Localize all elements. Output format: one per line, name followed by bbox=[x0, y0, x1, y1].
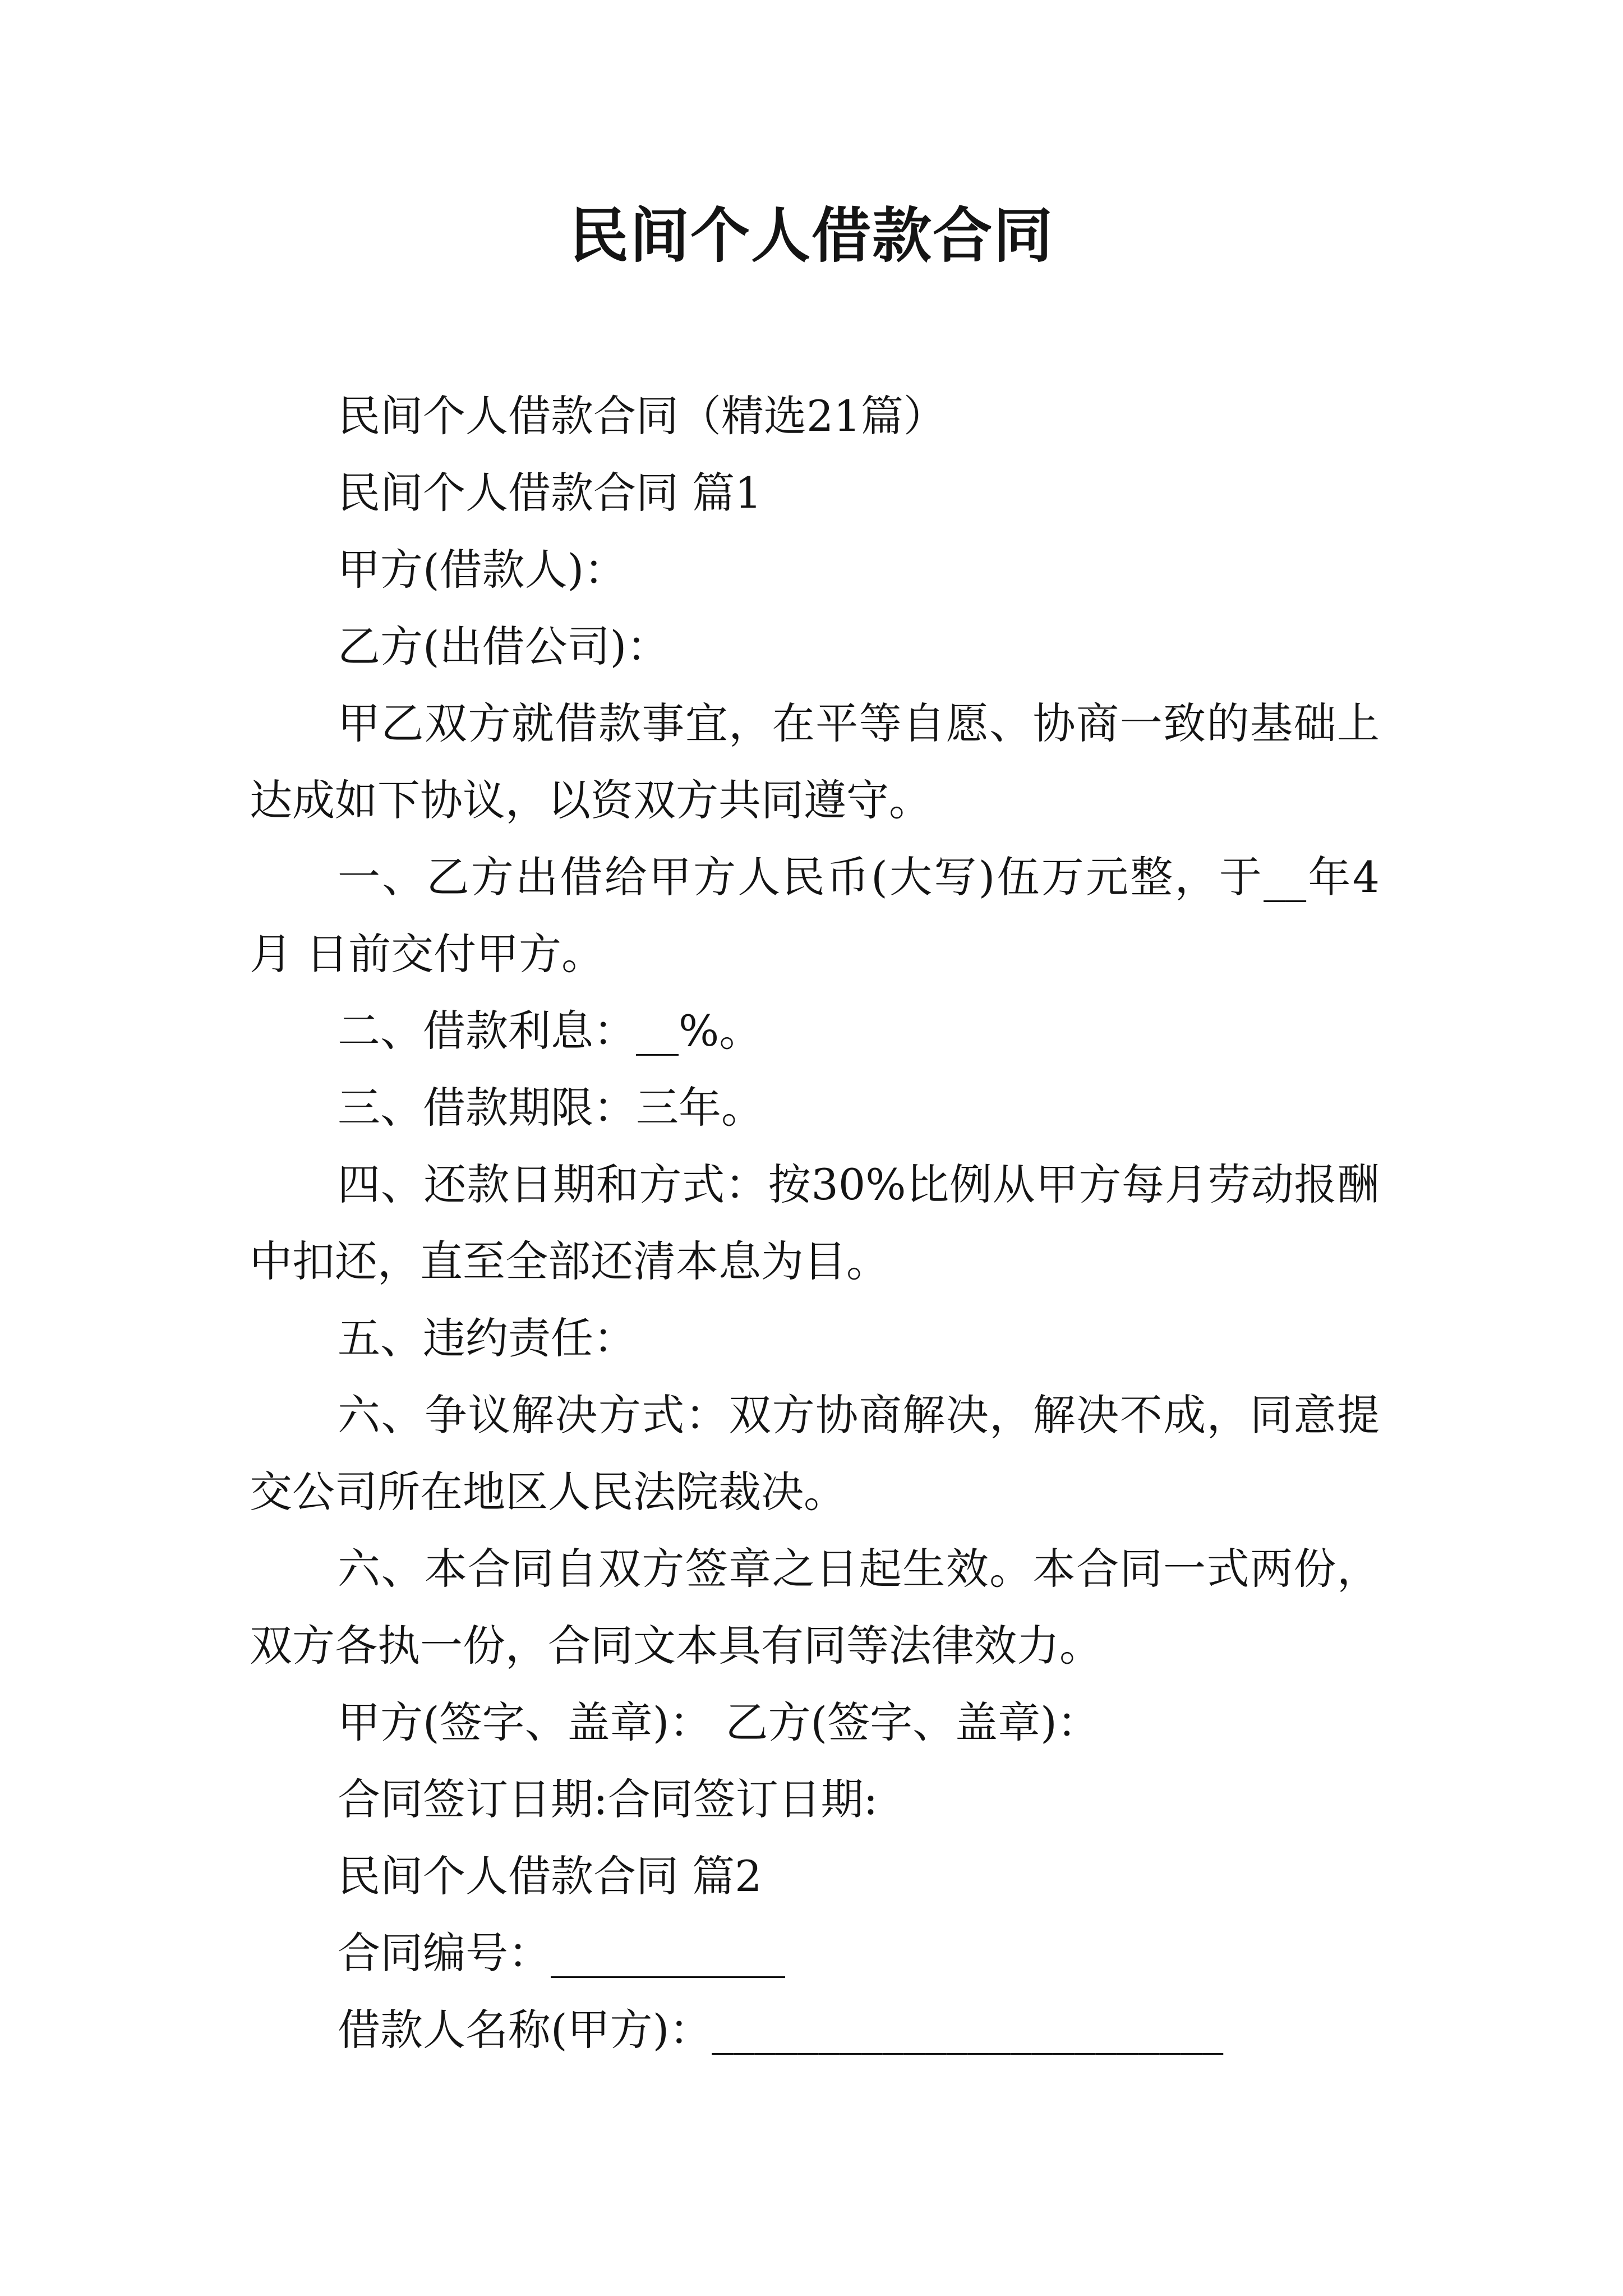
signing-date-line: 合同签订日期:合同签订日期: bbox=[338, 1774, 878, 1824]
borrower-name-line: 借款人名称(甲方)：________________________ bbox=[338, 2005, 1224, 2055]
paragraph-line: 甲乙双方就借款事宜，在平等自愿、协商一致的基础上 bbox=[338, 698, 1380, 748]
paragraph-line: 达成如下协议，以资双方共同遵守。 bbox=[250, 775, 932, 825]
clause-7-line: 六、本合同自双方签章之日起生效。本合同一式两份， bbox=[338, 1544, 1380, 1594]
clause-3-line: 三、借款期限：三年。 bbox=[338, 1083, 764, 1133]
clause-5-line: 五、违约责任： bbox=[338, 1313, 636, 1363]
clause-6-line: 交公司所在地区人民法院裁决。 bbox=[250, 1467, 846, 1517]
clause-1-line: 月 日前交付甲方。 bbox=[250, 929, 605, 979]
clause-4-line: 中扣还，直至全部还清本息为目。 bbox=[250, 1236, 889, 1286]
party-a-line: 甲方(借款人)： bbox=[338, 545, 627, 595]
clause-7-line: 双方各执一份，合同文本具有同等法律效力。 bbox=[250, 1621, 1102, 1671]
contract-number-line: 合同编号：___________ bbox=[338, 1928, 785, 1978]
party-b-line: 乙方(出借公司)： bbox=[338, 622, 670, 671]
clause-6-line: 六、争议解决方式：双方协商解决，解决不成，同意提 bbox=[338, 1390, 1380, 1440]
clause-2-line: 二、借款利息：__%。 bbox=[338, 1006, 762, 1056]
collection-heading: 民间个人借款合同（精选21篇） bbox=[338, 391, 946, 441]
page-title: 民间个人借款合同 bbox=[569, 200, 1054, 270]
clause-4-line: 四、还款日期和方式：按30%比例从甲方每月劳动报酬 bbox=[338, 1159, 1380, 1209]
document-body bbox=[250, 378, 1380, 2068]
section-heading-part-1: 民间个人借款合同 篇1 bbox=[338, 468, 762, 518]
clause-1-line: 一、乙方出借给甲方人民币(大写)伍万元整，于__年4 bbox=[338, 852, 1380, 902]
signature-line: 甲方(签字、盖章)： 乙方(签字、盖章)： bbox=[338, 1697, 1100, 1747]
section-heading-part-2: 民间个人借款合同 篇2 bbox=[338, 1851, 762, 1901]
